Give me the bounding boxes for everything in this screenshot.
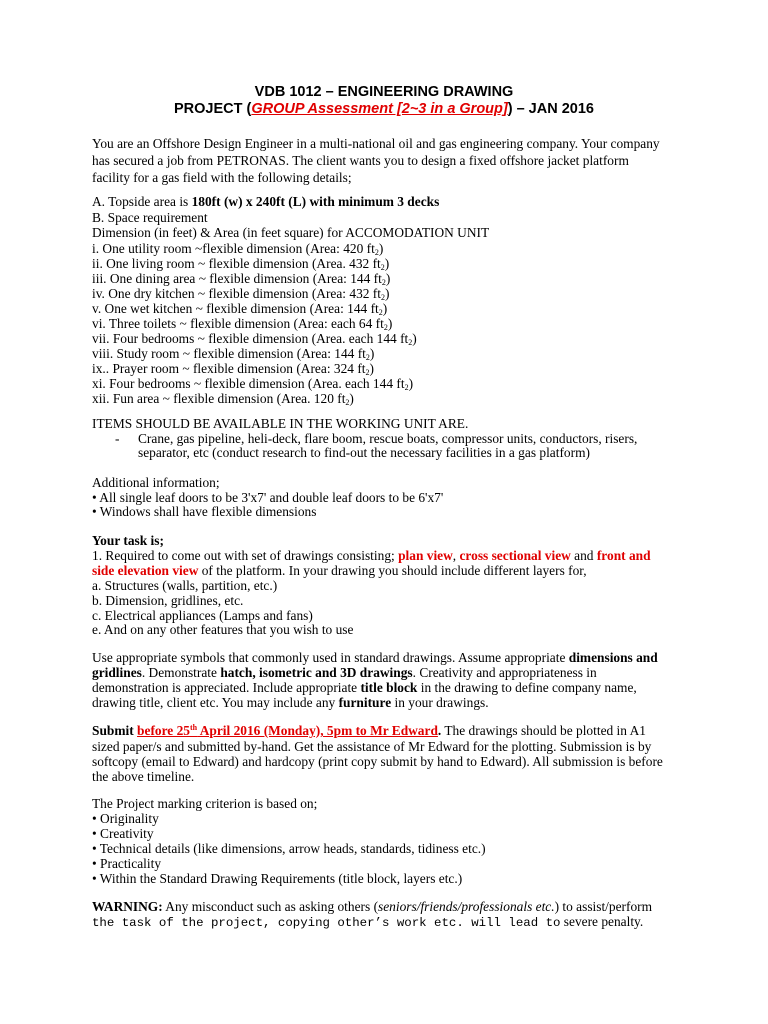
additional-item: • All single leaf doors to be 3'x7' and double leaf doors to be 6'x7' bbox=[92, 490, 444, 505]
warning-line: the task of the project, copying other’s work etc. will lead to severe penalty. bbox=[92, 914, 644, 930]
task-heading: Your task is; bbox=[92, 533, 164, 548]
items-heading: ITEMS SHOULD BE AVAILABLE IN THE WORKING UNIT ARE. bbox=[92, 416, 469, 431]
criteria-item: • Within the Standard Drawing Requirements (title block, layers etc.) bbox=[92, 871, 463, 886]
warning-line: WARNING: Any misconduct such as asking others (seniors/friends/professionals etc.) to assist/perform bbox=[92, 899, 653, 914]
deadline-text: before 25th April 2016 (Monday), 5pm to Mr Edward bbox=[137, 723, 438, 738]
criteria-item: • Originality bbox=[92, 811, 159, 826]
layer-item: b. Dimension, gridlines, etc. bbox=[92, 593, 244, 608]
list-dash: - bbox=[115, 431, 120, 446]
room-item: vi. Three toilets ~ flexible dimension (Area: each 64 $ft_2$) bbox=[92, 316, 393, 332]
items-line: separator, etc (conduct research to find-out the necessary facilities in a gas platform) bbox=[138, 445, 590, 460]
room-item: i. One utility room ~flexible dimension (Area: 420 $ft_2$) bbox=[92, 241, 384, 257]
symbols-line: Use appropriate symbols that commonly used in standard drawings. Assume appropriate dimensions and bbox=[92, 650, 658, 665]
room-item: xi. Four bedrooms ~ flexible dimension (Area. each 144 $ft_2$) bbox=[92, 376, 414, 392]
layer-item: e. And on any other features that you wish to use bbox=[92, 622, 354, 637]
criteria-item: • Creativity bbox=[92, 826, 154, 841]
intro-line: facility for a gas field with the following details; bbox=[92, 170, 352, 185]
additional-heading: Additional information; bbox=[92, 475, 220, 490]
layer-item: c. Electrical appliances (Lamps and fans) bbox=[92, 608, 313, 623]
room-item: xii. Fun area ~ flexible dimension (Area. 120 $ft_2$) bbox=[92, 391, 354, 407]
intro-line: You are an Offshore Design Engineer in a multi-national oil and gas engineering company. Your company bbox=[92, 136, 660, 151]
project-suffix: ) – JAN 2016 bbox=[507, 101, 594, 117]
dimension-heading: Dimension (in feet) & Area (in feet square) for ACCOMODATION UNIT bbox=[92, 225, 490, 240]
space-requirement: B. Space requirement bbox=[92, 210, 208, 225]
warning-label: WARNING: bbox=[92, 899, 163, 914]
plan-view-text: plan view bbox=[398, 548, 453, 563]
course-title: VDB 1012 – ENGINEERING DRAWING bbox=[254, 84, 514, 100]
items-line: Crane, gas pipeline, heli-deck, flare boom, rescue boats, compressor units, conductors, risers, bbox=[138, 431, 638, 446]
group-assessment-note: GROUP Assessment [2~3 in a Group] bbox=[251, 101, 508, 117]
task-line: side elevation view of the platform. In your drawing you should include different layers for, bbox=[92, 563, 587, 578]
submit-line: softcopy (email to Edward) and hardcopy (print copy submit by hand to Edward). All submission is before bbox=[92, 754, 663, 769]
room-item: v. One wet kitchen ~ flexible dimension (Area: 144 $ft_2$) bbox=[92, 301, 388, 317]
symbols-line: demonstration is appreciated. Include appropriate title block in the drawing to define company name, bbox=[92, 680, 637, 695]
project-subtitle bbox=[0, 101, 768, 117]
project-prefix: PROJECT ( bbox=[174, 101, 252, 117]
criteria-item: • Technical details (like dimensions, arrow heads, standards, tidiness etc.) bbox=[92, 841, 486, 856]
additional-item: • Windows shall have flexible dimensions bbox=[92, 504, 317, 519]
symbols-line: gridlines. Demonstrate hatch, isometric and 3D drawings. Creativity and appropriateness in bbox=[92, 665, 597, 680]
cross-section-text: cross sectional view bbox=[459, 548, 571, 563]
room-item: iii. One dining area ~ flexible dimension (Area: 144 $ft_2$) bbox=[92, 271, 391, 287]
task-line: 1. Required to come out with set of drawings consisting; plan view, cross sectional view and front and bbox=[92, 548, 651, 563]
room-item: vii. Four bedrooms ~ flexible dimension (Area. each 144 $ft_2$) bbox=[92, 331, 417, 347]
criteria-heading: The Project marking criterion is based on; bbox=[92, 796, 318, 811]
submit-line: the above timeline. bbox=[92, 769, 195, 784]
submit-line: sized paper/s and submitted by-hand. Get the assistance of Mr Edward for the plotting. Submission is by bbox=[92, 739, 652, 754]
side-elevation-text: side elevation view bbox=[92, 563, 199, 578]
topside-dimensions: 180ft (w) x 240ft (L) with minimum 3 decks bbox=[191, 194, 440, 209]
room-item: ix.. Prayer room ~ flexible dimension (Area: 324 $ft_2$) bbox=[92, 361, 374, 377]
intro-line: has secured a job from PETRONAS. The client wants you to design a fixed offshore jacket platform bbox=[92, 153, 629, 168]
symbols-line: drawing title, client etc. You may include any furniture in your drawings. bbox=[92, 695, 489, 710]
room-item: ii. One living room ~ flexible dimension (Area. 432 $ft_2$) bbox=[92, 256, 390, 272]
room-item: iv. One dry kitchen ~ flexible dimension (Area: 432 $ft_2$) bbox=[92, 286, 390, 302]
topside-area: A. Topside area is 180ft (w) x 240ft (L) with minimum 3 decks bbox=[92, 194, 440, 209]
criteria-item: • Practicality bbox=[92, 856, 162, 871]
submit-line: Submit before 25th April 2016 (Monday), 5pm to Mr Edward. The drawings should be plotted in A1 bbox=[92, 723, 646, 738]
room-item: viii. Study room ~ flexible dimension (Area: 144 $ft_2$) bbox=[92, 346, 375, 362]
front-elevation-text: front and bbox=[596, 548, 651, 563]
layer-item: a. Structures (walls, partition, etc.) bbox=[92, 578, 278, 593]
